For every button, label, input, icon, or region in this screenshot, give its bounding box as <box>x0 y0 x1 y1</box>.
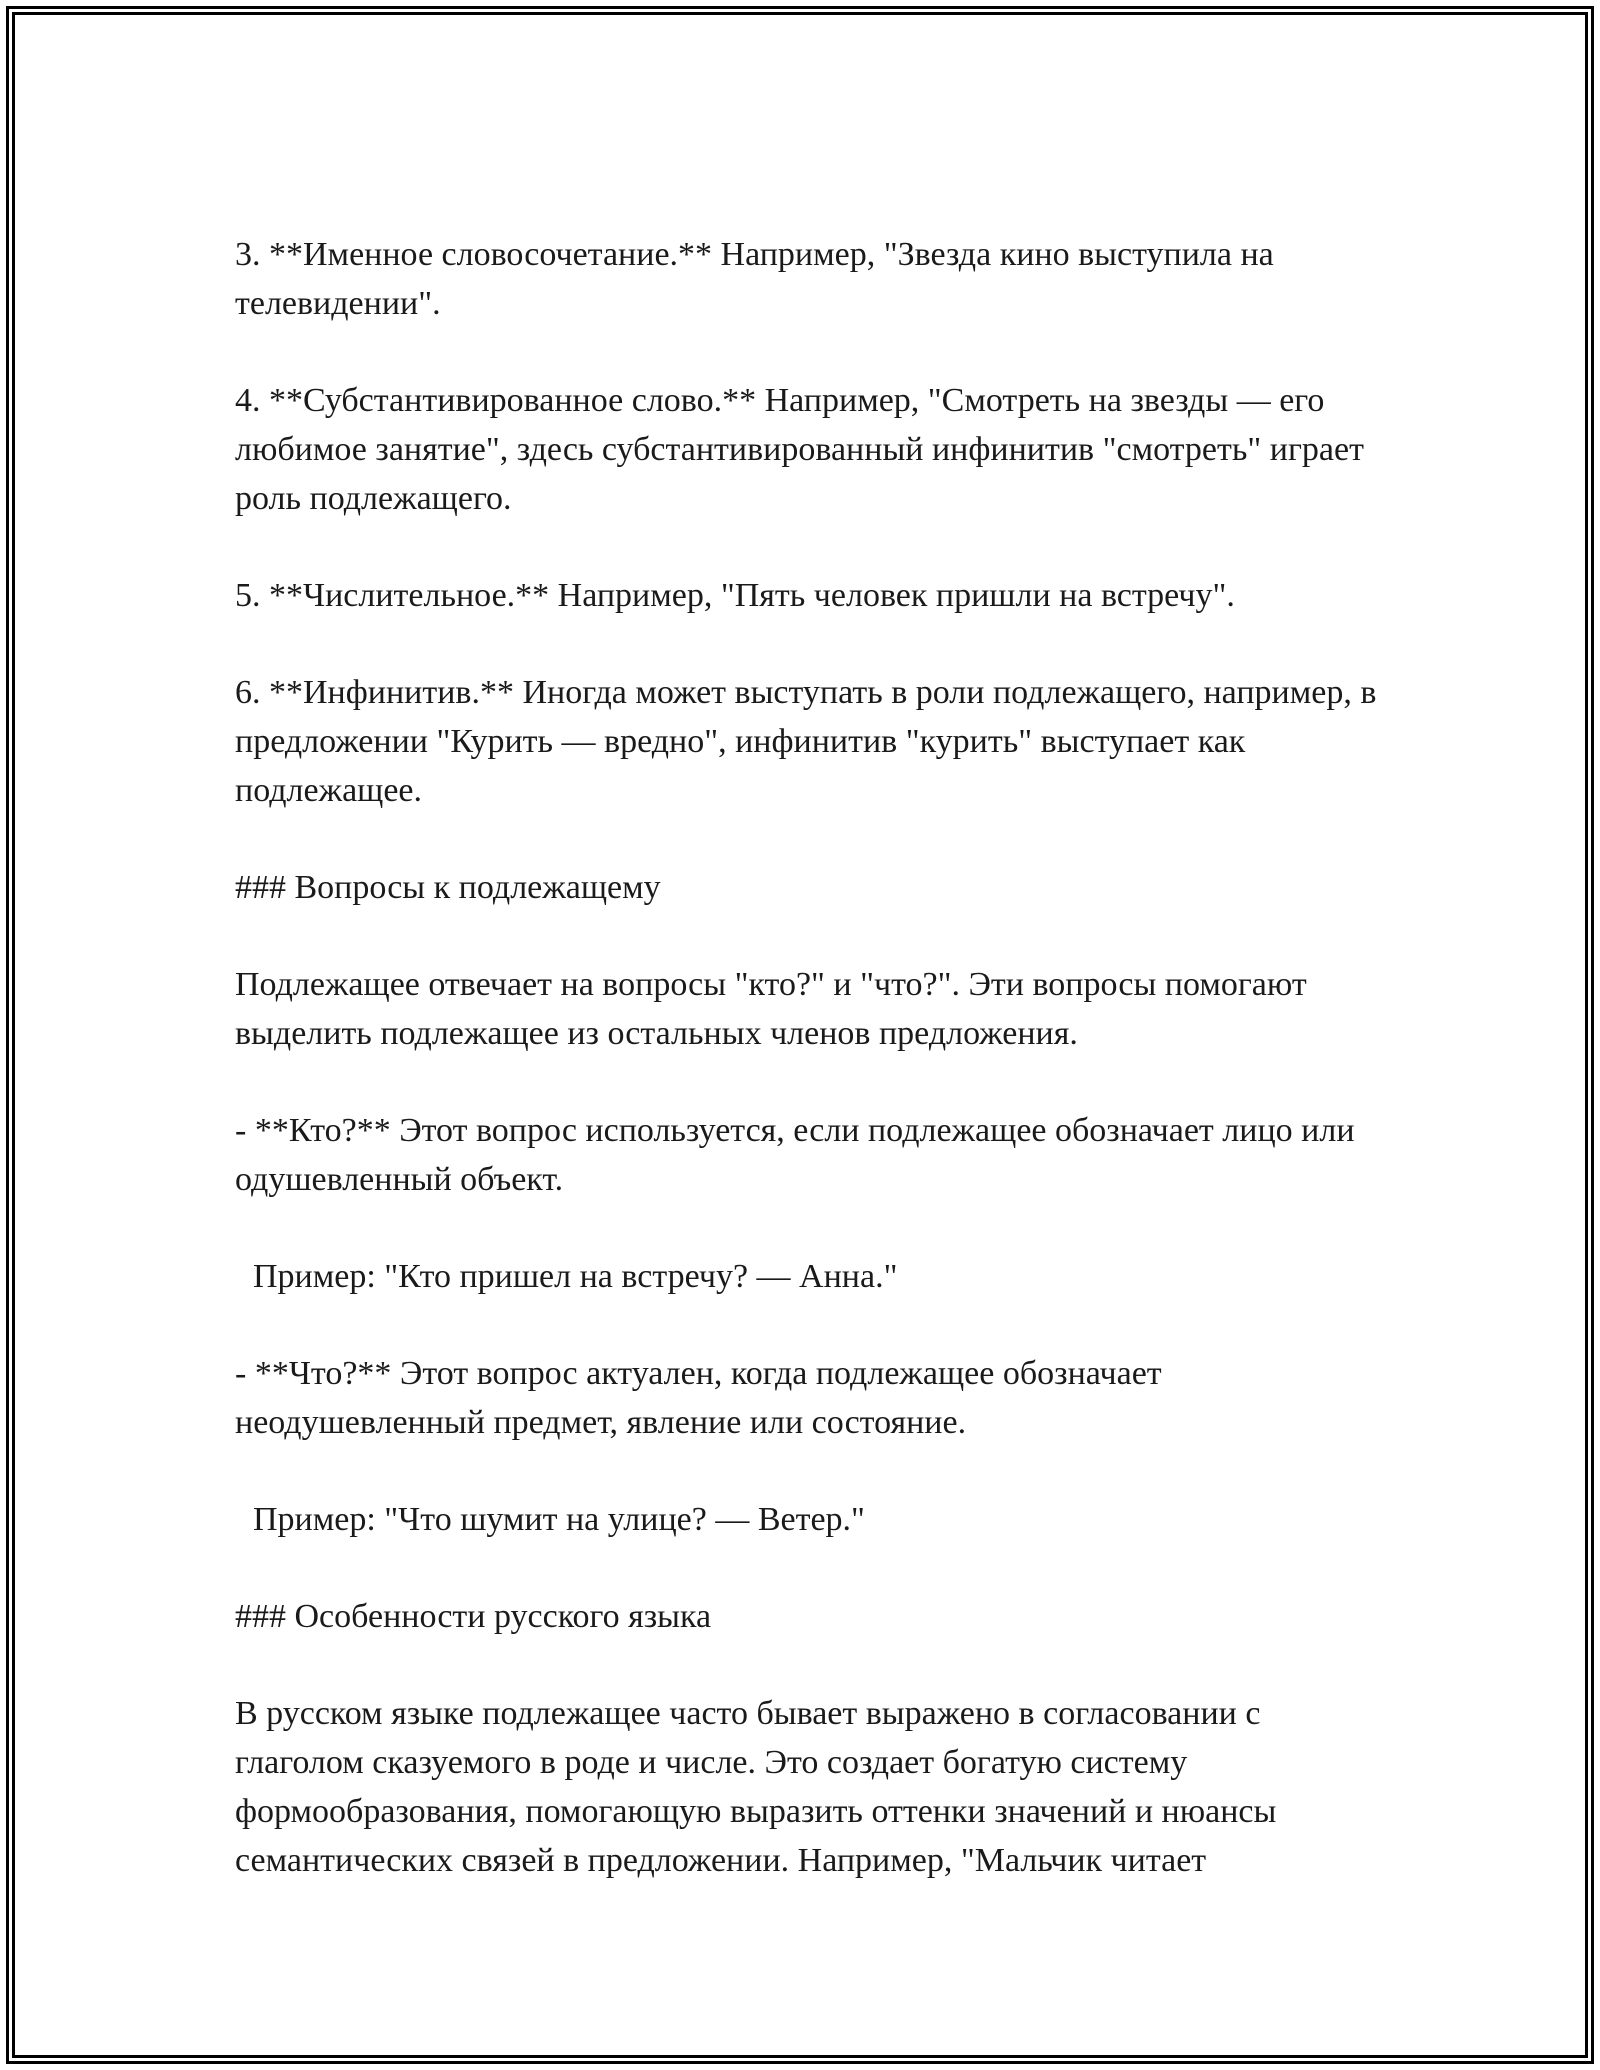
list-item-numeral: 5. **Числительное.** Например, "Пять человек пришли на встречу". <box>235 577 1235 614</box>
list-item-infinitive: 6. **Инфинитив.** Иногда может выступать в роли подлежащего, например, в предложении "Курить — вредно", инфинитив "курить" выступает как подлежащее. <box>235 674 1385 809</box>
section-heading-questions: ### Вопросы к подлежащему <box>235 869 661 906</box>
list-item-substantivized-word: 4. **Субстантивированное слово.** Например, "Смотреть на звезды — его любимое занятие", здесь субстантивированный инфинитив "смотреть" играет роль подлежащего. <box>235 382 1373 517</box>
example-who: Пример: "Кто пришел на встречу? — Анна." <box>253 1258 898 1295</box>
paragraph-questions-intro: Подлежащее отвечает на вопросы "кто?" и "что?". Эти вопросы помогают выделить подлежащее из остальных членов предложения. <box>235 966 1316 1052</box>
document-body <box>235 230 1385 1933</box>
list-item-noun-phrase: 3. **Именное словосочетание.** Например, "Звезда кино выступила на телевидении". <box>235 236 1283 322</box>
bullet-what: - **Что?** Этот вопрос актуален, когда подлежащее обозначает неодушевленный предмет, явление или состояние. <box>235 1355 1171 1441</box>
bullet-who: - **Кто?** Этот вопрос используется, если подлежащее обозначает лицо или одушевленный объект. <box>235 1112 1364 1198</box>
example-what: Пример: "Что шумит на улице? — Ветер." <box>253 1501 865 1538</box>
section-heading-russian-features: ### Особенности русского языка <box>235 1598 712 1635</box>
paragraph-russian-features: В русском языке подлежащее часто бывает выражено в согласовании с глаголом сказуемого в роде и числе. Это создает богатую систему формообразования, помогающую выразить оттенки значений и нюансы семантических связей в предложении. Например, "Мальчик читает <box>235 1695 1285 1879</box>
